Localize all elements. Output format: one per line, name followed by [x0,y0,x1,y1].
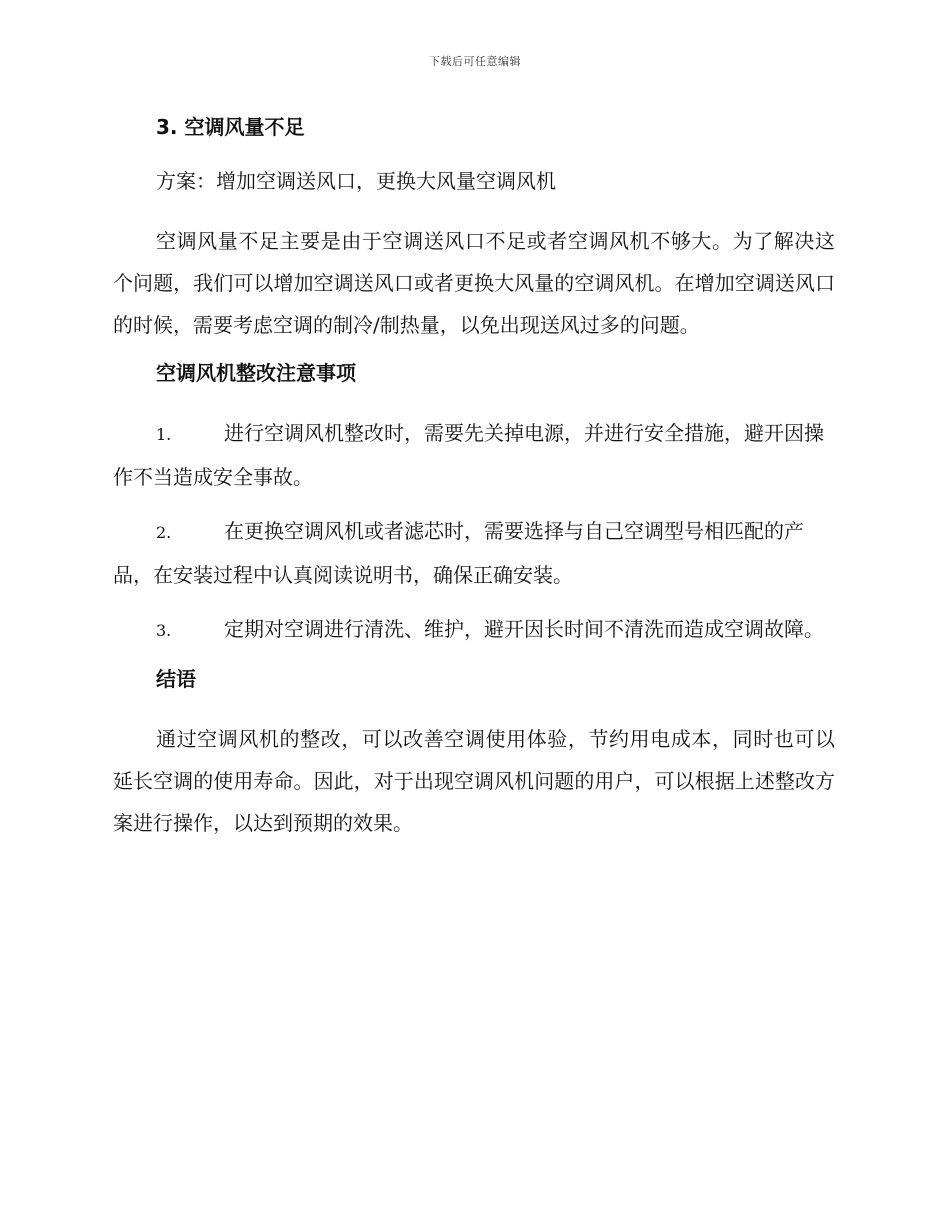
notes-item-text: 进行空调风机整改时，需要先关掉电源，并进行安全措施，避开因操作不当造成安全事故。 [113,421,824,489]
header-note: 下载后可任意编辑 [429,55,521,68]
notes-item-text: 定期对空调进行清洗、维护，避开因长时间不清洗而造成空调故障。 [224,617,824,641]
notes-item-number: 1. [156,425,172,444]
section-3-body: 空调风量不足主要是由于空调送风口不足或者空调风机不够大。为了解决这个问题，我们可以增加空调送风口或者更换大风量的空调风机。在增加空调送风口的时候，需要考虑空调的制冷/制热量，以免出现送风过多的问题。 [113,229,835,337]
conclusion-body: 通过空调风机的整改，可以改善空调使用体验，节约用电成本，同时也可以延长空调的使用寿命。因此，对于出现空调风机问题的用户，可以根据上述整改方案进行操作，以达到预期的效果。 [113,727,835,835]
notes-item-number: 2. [156,523,172,542]
notes-heading: 空调风机整改注意事项 [156,361,356,385]
notes-item-3 [113,608,835,652]
notes-item-number: 3. [156,621,172,640]
conclusion-heading: 结语 [156,667,196,691]
section-3-heading: 3. 空调风量不足 [156,115,305,139]
document-body [113,112,835,856]
notes-item-2 [113,510,835,596]
notes-item-1 [113,412,835,498]
section-3-plan: 方案：增加空调送风口，更换大风量空调风机 [156,169,556,193]
notes-item-text: 在更换空调风机或者滤芯时，需要选择与自己空调型号相匹配的产品，在安装过程中认真阅读说明书，确保正确安装。 [113,519,804,587]
